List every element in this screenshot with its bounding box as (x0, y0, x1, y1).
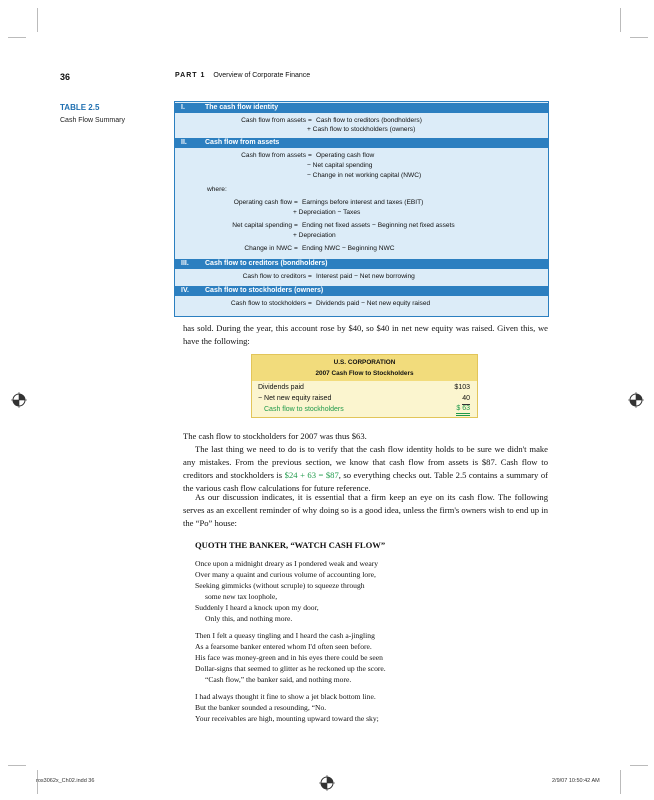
body-paragraph: The cash flow to stockholders for 2007 was thus $63. (183, 431, 367, 441)
table-row: − Net new equity raised 40 (258, 393, 470, 404)
poem-line: Then I felt a queasy tingling and I heard the cash a-jingling (195, 631, 375, 640)
poem-line: Over many a quaint and curious volume of accounting lore, (195, 570, 376, 579)
poem-line: His face was money-green and in his eyes there could be seen (195, 653, 383, 662)
registration-mark-icon (11, 392, 27, 408)
highlighted-sum: $24 + 63 = $87 (284, 470, 339, 480)
page-number: 36 (60, 72, 71, 82)
part-title: Overview of Corporate Finance (213, 72, 311, 79)
section-header: II. Cash flow from assets (175, 138, 548, 148)
footer-filename: ros3062x_Ch02.indd 36 (36, 778, 95, 784)
registration-mark-icon (319, 775, 335, 791)
table-row: + Depreciation (293, 232, 336, 239)
poem-line: As a fearsome banker entered whom I'd often seen before. (195, 642, 372, 651)
crop-mark (630, 765, 648, 766)
table-row: − Net capital spending (307, 162, 373, 169)
poem-line: Suddenly I heard a knock upon my door, (195, 603, 319, 612)
table-caption: Cash Flow Summary (60, 117, 125, 124)
poem-title: QUOTH THE BANKER, “WATCH CASH FLOW” (195, 540, 386, 550)
poem-line: Once upon a midnight dreary as I pondered weak and weary (195, 559, 379, 568)
crop-mark (630, 37, 648, 38)
body-paragraph: As our discussion indicates, it is essential that a firm keep an eye on its cash flow. The following serves as an excellent reminder of why doing so is a good idea, unless the firm's owners wish to end up in the “Po” house: (183, 492, 548, 528)
table-label: TABLE 2.5 (60, 103, 100, 112)
table-row: + Depreciation − Taxes (293, 209, 361, 216)
table-row: where: (207, 186, 227, 193)
section-header: IV. Cash flow to stockholders (owners) (175, 286, 548, 296)
running-header (175, 72, 310, 79)
table-row: + Cash flow to stockholders (owners) (307, 126, 416, 133)
poem-line: “Cash flow,” the banker said, and nothing more. (205, 675, 352, 684)
body-paragraph: has sold. During the year, this account rose by $40, so $40 in net new equity was raised. Given this, we have the following: (183, 323, 548, 346)
poem-line: But the banker sounded a resounding, “No. (195, 703, 327, 712)
poem-line: some new tax loophole, (205, 592, 278, 601)
table-row: − Change in net working capital (NWC) (307, 172, 422, 179)
poem-line: I had always thought it fine to show a jet black bottom line. (195, 692, 376, 701)
crop-mark (8, 37, 26, 38)
part-label: PART 1 (175, 72, 206, 79)
cash-flow-summary-table: I. The cash flow identity Cash flow from assets = Cash flow to creditors (bondholders) + Cash flow to stockholders (owners) II. Cash flow from assets Cash flow from assets = Operating cash flow − Net capital spending − Change in net working capital (NWC) where: Operating cash flow = Earnings before interest and taxes (EBIT) + Depreciation − Taxes Net capital spending = Ending net fixed assets − Beginning net fixed assets + Depreciation Change in NWC = Ending NWC − Beginning NWC III. Cash flow to creditors (bondholders) Cash flow to creditors = Interest paid − Net new borrowing IV. Cash flow to stockholders (owners) Cash flow to stockholders = Dividends paid − Net new equity raised (174, 101, 549, 317)
crop-mark (620, 8, 621, 32)
registration-mark-icon (628, 392, 644, 408)
crop-mark (37, 8, 38, 32)
section-header: I. The cash flow identity (175, 103, 548, 113)
poem-line: Dollar-signs that seemed to glitter as he reckoned up the score. (195, 664, 386, 673)
section-header: III. Cash flow to creditors (bondholders) (175, 259, 548, 269)
body-paragraph: The last thing we need to do is to verify that the cash flow identity holds to be sure we didn't make any mistakes. From the previous section, we know that cash flow from assets is $87. Cash flow to creditors and stockholders is $24 + 63 = $87, so everything checks out. Table 2.5 contains a summary of the various cash flow calculations for future reference. (183, 444, 548, 493)
corp-table-header: U.S. CORPORATION 2007 Cash Flow to Stockholders (252, 355, 477, 381)
crop-mark (620, 770, 621, 794)
us-corporation-table (251, 354, 478, 418)
poem-line: Seeking gimmicks (without scruple) to squeeze through (195, 581, 365, 590)
table-row: Dividends paid $103 (258, 384, 470, 391)
poem-line: Your receivables are high, mounting upward toward the sky; (195, 714, 379, 723)
table-row: Cash flow to stockholders $ 63 (258, 404, 470, 415)
poem-line: Only this, and nothing more. (205, 614, 293, 623)
crop-mark (8, 765, 26, 766)
footer-timestamp: 2/9/07 10:50:42 AM (552, 778, 600, 784)
